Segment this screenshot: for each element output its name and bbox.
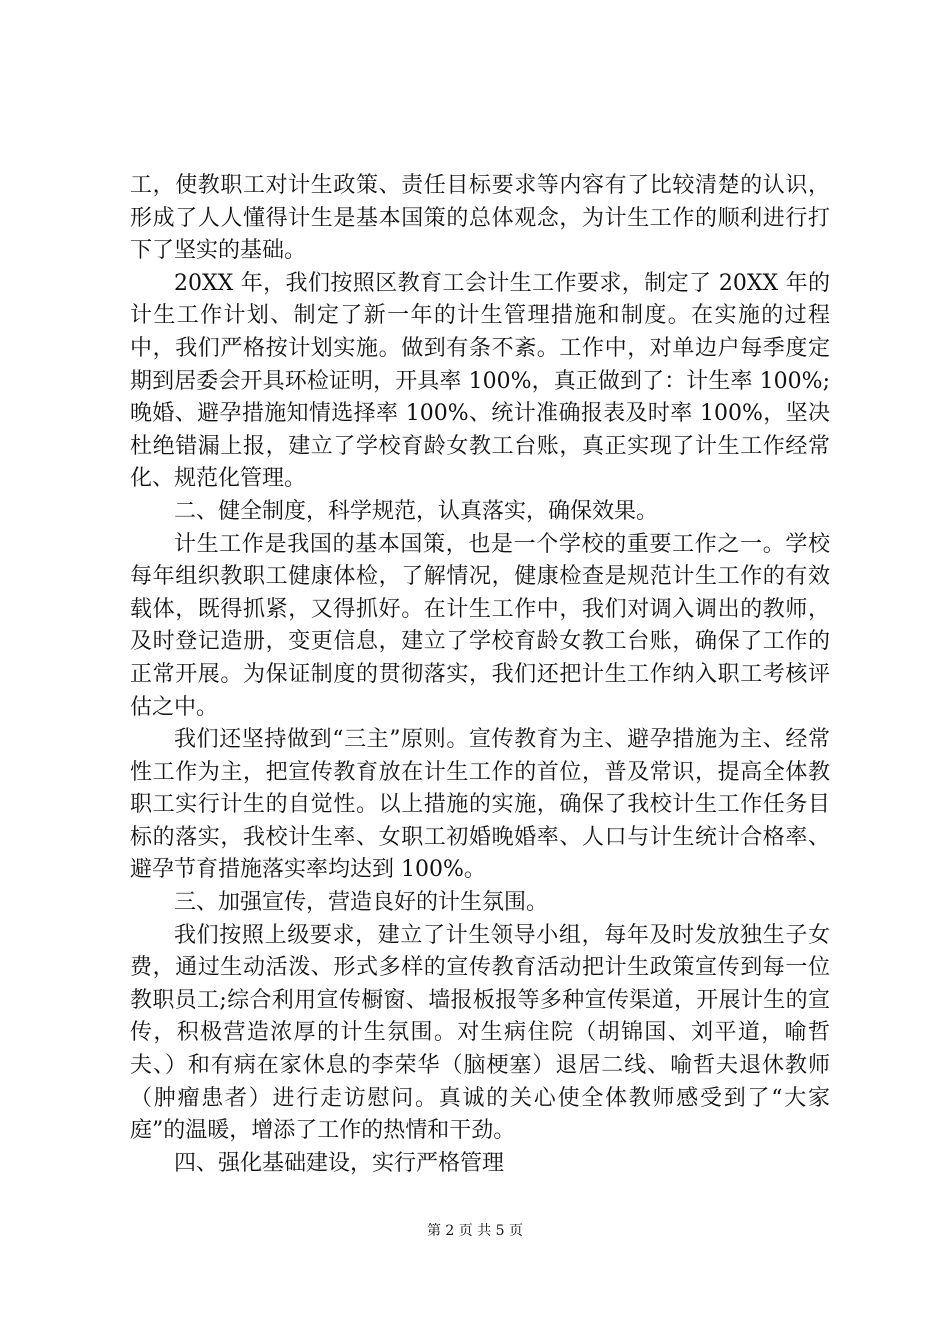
section-heading-3: 三、加强宣传，营造良好的计生氛围。 bbox=[174, 890, 549, 916]
paragraph-plan: 20XX 年，我们按照区教育工会计生工作要求，制定了 20XX 年的计生工作计划、制定了新一年的计生管理措施和制度。在实施的过程中，我们严格按计划实施。做到有条不紊。工作中，对单边户每季度定期到居委会开具环检证明，开具率 100%，真正做到了：计生率 100%;晚婚、避孕措施知情选择率 100%、统计准确报表及时率 100%，坚决杜绝错漏上报，建立了学校育龄女教工台账，真正实现了计生工作经常化、规范化管理。 bbox=[130, 270, 830, 492]
paragraph-continuation: 工，使教职工对计生政策、责任目标要求等内容有了比较清楚的认识，形成了人人懂得计生是基本国策的总体观念，为计生工作的顺利进行打下了坚实的基础。 bbox=[130, 173, 830, 264]
document-body bbox=[130, 170, 830, 1180]
paragraph-policy: 计生工作是我国的基本国策，也是一个学校的重要工作之一。学校每年组织教职工健康体检，了解情况，健康检查是规范计生工作的有效载体，既得抓紧，又得抓好。在计生工作中，我们对调入调出的教师，及时登记造册，变更信息，建立了学校育龄女教工台账，确保了工作的正常开展。为保证制度的贯彻落实，我们还把计生工作纳入职工考核评估之中。 bbox=[130, 531, 830, 720]
paragraph-three-principles: 我们还坚持做到“三主”原则。宣传教育为主、避孕措施为主、经常性工作为主，把宣传教育放在计生工作的首位，普及常识，提高全体教职工实行计生的自觉性。以上措施的实施，确保了我校计生工作任务目标的落实，我校计生率、女职工初婚晚婚率、人口与计生统计合格率、避孕节育措施落实率均达到 100%。 bbox=[130, 727, 830, 883]
section-heading-2: 二、健全制度，科学规范，认真落实，确保效果。 bbox=[174, 498, 659, 524]
page-number-footer: 第 2 页 共 5 页 bbox=[426, 1223, 524, 1239]
section-heading-4: 四、强化基础建设，实行严格管理 bbox=[174, 1150, 505, 1176]
paragraph-publicity: 我们按照上级要求，建立了计生领导小组，每年及时发放独生子女费，通过生动活泼、形式多样的宣传教育活动把计生政策宣传到每一位教职员工;综合利用宣传橱窗、墙报板报等多种宣传渠道，开展计生的宣传，积极营造浓厚的计生氛围。对生病住院（胡锦国、刘平道，喻哲夫、）和有病在家休息的李荣华（脑梗塞）退居二线、喻哲夫退休教师（肿瘤患者）进行走访慰问。真诚的关心使全体教师感受到了“大家庭”的温暖，增添了工作的热情和干劲。 bbox=[130, 922, 830, 1144]
